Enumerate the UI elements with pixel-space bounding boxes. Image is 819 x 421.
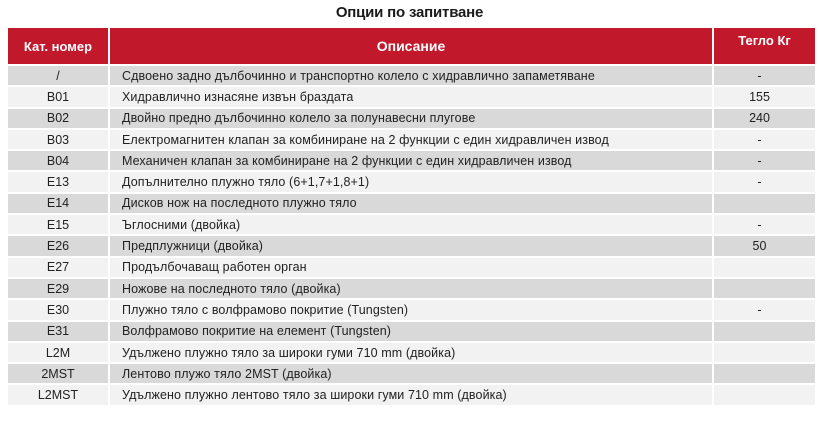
table-row (8, 364, 815, 383)
row-description: Удължено плужно тяло за широки гуми 710 mm (двойка) (110, 343, 712, 362)
row-code: B04 (8, 151, 108, 170)
header-description: Описание (110, 28, 712, 64)
row-weight (714, 194, 815, 213)
row-weight: - (714, 300, 815, 319)
row-description: Ъглосними (двойка) (110, 215, 712, 234)
table-row (8, 279, 815, 298)
row-code: 2MST (8, 364, 108, 383)
row-code: B01 (8, 87, 108, 106)
table-row (8, 300, 815, 319)
row-weight: - (714, 151, 815, 170)
row-description: Удължено плужно лентово тяло за широки гуми 710 mm (двойка) (110, 385, 712, 404)
table-row (8, 151, 815, 170)
row-weight: 50 (714, 236, 815, 255)
row-description: Предплужници (двойка) (110, 236, 712, 255)
row-code: E13 (8, 172, 108, 191)
row-code: E29 (8, 279, 108, 298)
row-weight (714, 279, 815, 298)
table-row (8, 322, 815, 341)
row-code: E30 (8, 300, 108, 319)
row-code: E26 (8, 236, 108, 255)
row-description: Двойно предно дълбочинно колело за полунавесни плугове (110, 109, 712, 128)
row-code: E31 (8, 322, 108, 341)
table-row (8, 194, 815, 213)
row-weight (714, 343, 815, 362)
row-description: Дисков нож на последното плужно тяло (110, 194, 712, 213)
table-row (8, 109, 815, 128)
row-description: Плужно тяло с волфрамово покритие (Tungsten) (110, 300, 712, 319)
header-weight: Тегло Кг (714, 28, 815, 64)
row-weight: 240 (714, 109, 815, 128)
row-description: Волфрамово покритие на елемент (Tungsten) (110, 322, 712, 341)
row-description: Допълнително плужно тяло (6+1,7+1,8+1) (110, 172, 712, 191)
table-row (8, 172, 815, 191)
row-code: L2MST (8, 385, 108, 404)
row-description: Сдвоено задно дълбочинно и транспортно колело с хидравлично запаметяване (110, 66, 712, 85)
table-row (8, 66, 815, 85)
table-row (8, 87, 815, 106)
row-weight (714, 364, 815, 383)
row-code: E15 (8, 215, 108, 234)
row-description: Механичен клапан за комбиниране на 2 функции с един хидравличен извод (110, 151, 712, 170)
page-title: Опции по запитване (335, 4, 484, 21)
row-code: / (8, 66, 108, 85)
row-code: E14 (8, 194, 108, 213)
table-header-row (8, 28, 815, 64)
row-code: B03 (8, 130, 108, 149)
row-weight: 155 (714, 87, 815, 106)
row-weight (714, 322, 815, 341)
row-weight: - (714, 130, 815, 149)
table-row (8, 343, 815, 362)
row-weight (714, 258, 815, 277)
table-row (8, 215, 815, 234)
row-description: Продълбочаващ работен орган (110, 258, 712, 277)
row-description: Лентово плужо тяло 2MST (двойка) (110, 364, 712, 383)
row-code: E27 (8, 258, 108, 277)
row-description: Електромагнитен клапан за комбиниране на 2 функции с един хидравличен извод (110, 130, 712, 149)
table-row (8, 258, 815, 277)
options-table (6, 26, 817, 407)
header-code: Кат. номер (8, 28, 108, 64)
row-description: Хидравлично изнасяне извън браздата (110, 87, 712, 106)
table-row (8, 385, 815, 404)
row-weight: - (714, 172, 815, 191)
row-code: L2M (8, 343, 108, 362)
row-weight: - (714, 66, 815, 85)
row-description: Ножове на последното тяло (двойка) (110, 279, 712, 298)
table-row (8, 130, 815, 149)
row-code: B02 (8, 109, 108, 128)
row-weight (714, 385, 815, 404)
row-weight: - (714, 215, 815, 234)
table-row (8, 236, 815, 255)
